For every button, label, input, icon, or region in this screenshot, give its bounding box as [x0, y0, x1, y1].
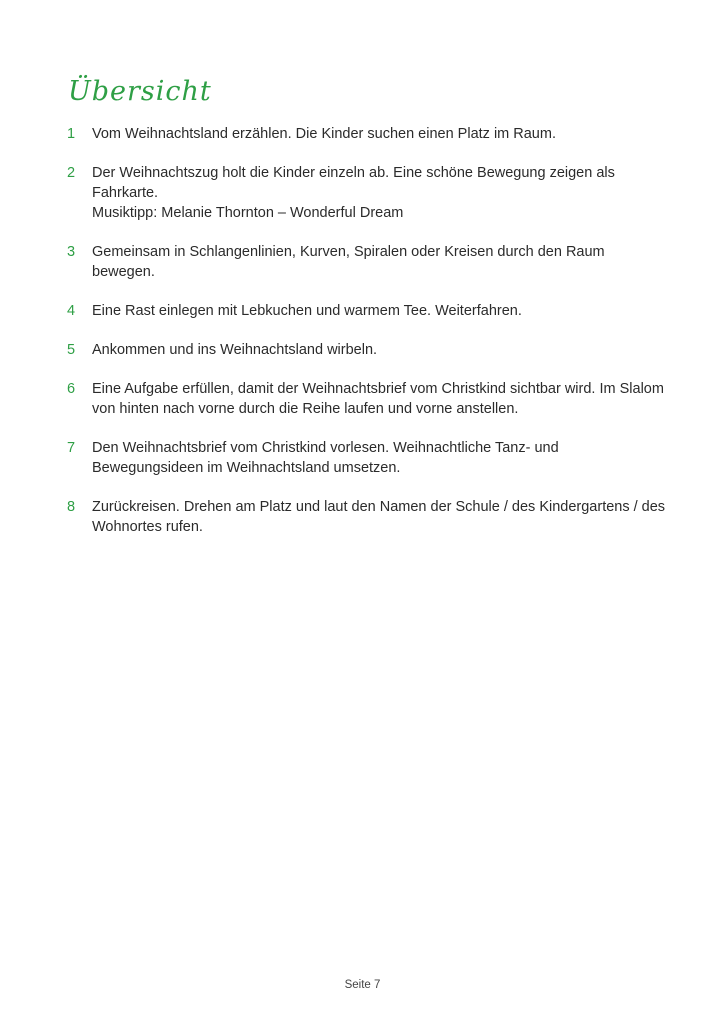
step-text: [92, 379, 667, 419]
list-item: [67, 340, 667, 360]
page-title: Übersicht: [68, 76, 212, 107]
step-text: [92, 301, 667, 321]
step-number: 2: [67, 165, 76, 181]
step-number: 8: [67, 499, 76, 515]
step-line: Gemeinsam in Schlangenlinien, Kurven, Spiralen oder Kreisen durch den Raum bewegen.: [92, 244, 605, 280]
list-item: [67, 124, 667, 144]
step-number: 6: [67, 381, 76, 397]
step-line: Zurückreisen. Drehen am Platz und laut den Namen der Schule / des Kindergartens / des Wohnortes rufen.: [92, 499, 666, 535]
page-number: Seite 7: [344, 979, 381, 991]
list-item: [67, 497, 667, 537]
step-line: Ankommen und ins Weihnachtsland wirbeln.: [92, 342, 378, 358]
step-number: 1: [67, 126, 76, 142]
list-item: [67, 438, 667, 478]
step-number: 5: [67, 342, 76, 358]
step-number: 4: [67, 303, 76, 319]
step-line: Den Weihnachtsbrief vom Christkind vorlesen. Weihnachtliche Tanz- und Bewegungsideen im Weihnachtsland umsetzen.: [92, 440, 559, 476]
step-text: [92, 438, 667, 478]
list-item: [67, 379, 667, 419]
step-line: Eine Rast einlegen mit Lebkuchen und warmem Tee. Weiterfahren.: [92, 303, 522, 319]
music-tip: Musiktipp: Melanie Thornton – Wonderful Dream: [92, 205, 404, 221]
step-text: [92, 124, 667, 144]
step-number: 3: [67, 244, 76, 260]
step-line: Vom Weihnachtsland erzählen. Die Kinder suchen einen Platz im Raum.: [92, 126, 556, 142]
step-text: [92, 163, 667, 223]
step-number: 7: [67, 440, 76, 456]
step-text: [92, 497, 667, 537]
steps-list: [67, 124, 667, 556]
step-text: [92, 340, 667, 360]
list-item: [67, 163, 667, 223]
step-text: [92, 242, 667, 282]
list-item: [67, 301, 667, 321]
list-item: [67, 242, 667, 282]
step-line: Der Weihnachtszug holt die Kinder einzeln ab. Eine schöne Bewegung zeigen als Fahrkarte.: [92, 165, 615, 201]
step-line: Eine Aufgabe erfüllen, damit der Weihnachtsbrief vom Christkind sichtbar wird. Im Slalom von hinten nach vorne durch die Reihe laufen und vorne anstellen.: [92, 381, 664, 417]
